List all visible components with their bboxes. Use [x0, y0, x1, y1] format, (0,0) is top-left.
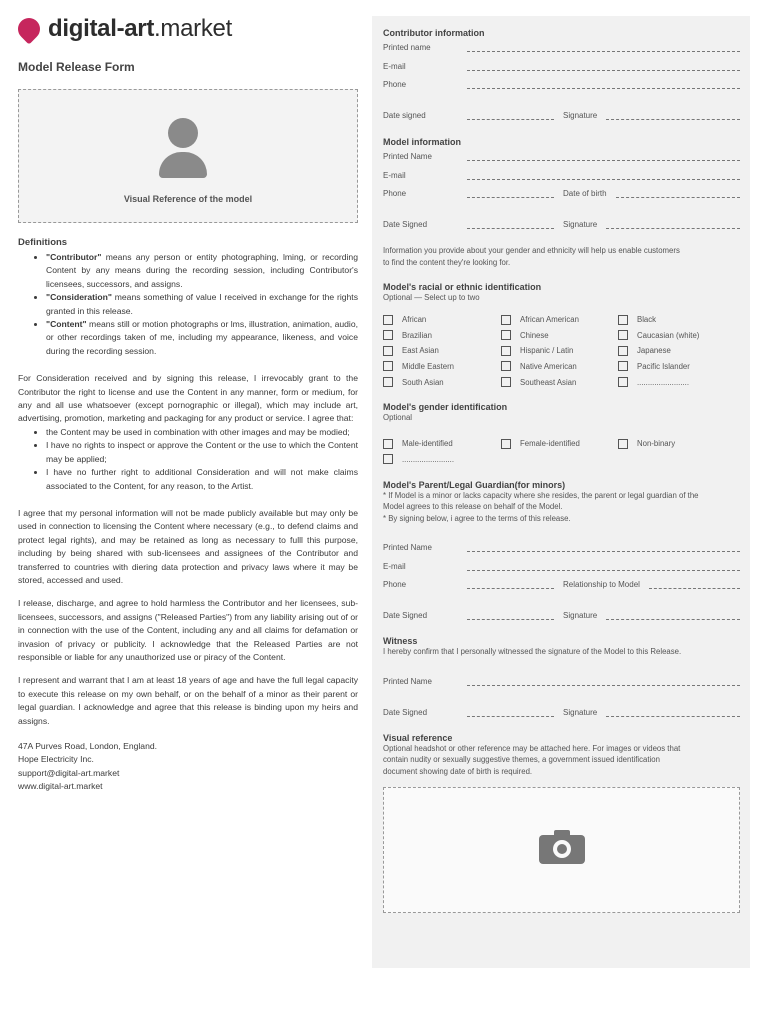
definitions-list — [18, 251, 358, 358]
racial-option[interactable]: Brazilian — [383, 329, 501, 341]
checkbox[interactable] — [618, 346, 628, 356]
racial-option[interactable]: South Asian — [383, 376, 501, 388]
page-title: Model Release Form — [18, 60, 135, 74]
racial-option[interactable]: Hispanic / Latin — [501, 345, 618, 357]
guardian-signature-field[interactable] — [606, 611, 740, 620]
model-signature-field[interactable] — [606, 220, 740, 229]
model-email-field[interactable] — [467, 171, 740, 180]
info-note: Information you provide about your gender and ethnicity will help us enable customers to find the content they're looking for. — [383, 246, 680, 267]
witness-signature-field[interactable] — [606, 708, 740, 717]
checkbox[interactable] — [618, 330, 628, 340]
checkbox[interactable] — [501, 439, 511, 449]
checkbox[interactable] — [618, 361, 628, 371]
racial-option[interactable]: Middle Eastern — [383, 360, 501, 372]
guardian-date-field[interactable] — [467, 611, 554, 620]
model-email-label: E-mail — [383, 170, 406, 180]
racial-option[interactable]: African American — [501, 314, 618, 326]
witness-name-field[interactable] — [467, 677, 740, 686]
model-date-label: Date Signed — [383, 220, 428, 229]
racial-option[interactable]: Southeast Asian — [501, 376, 618, 388]
model-dob-label: Date of birth — [563, 189, 607, 198]
checkbox[interactable] — [501, 377, 511, 387]
definitions-heading: Definitions — [18, 237, 68, 248]
support-email-link[interactable]: support@digital-art.market — [18, 767, 120, 778]
checkbox[interactable] — [383, 439, 393, 449]
gender-heading: Model's gender identification — [383, 402, 508, 413]
guardian-name-field[interactable] — [467, 543, 740, 552]
racial-option[interactable]: African — [383, 314, 501, 326]
checkbox[interactable] — [383, 346, 393, 356]
agreement-item: • I have no further right to additional Consideration and will not make claims associated to the Content, for any reason, to the Artist. — [46, 466, 358, 493]
witness-heading: Witness — [383, 636, 418, 647]
witness-signature-label: Signature — [563, 707, 598, 717]
agreement-item: • the Content may be used in combination with other images and may be modied; — [46, 426, 358, 439]
gender-option[interactable]: Non-binary — [618, 438, 738, 450]
racial-options — [383, 314, 740, 389]
model-name-field[interactable] — [467, 152, 740, 161]
witness-note: I hereby confirm that I personally witnessed the signature of the Model to this Release. — [383, 647, 682, 657]
checkbox[interactable] — [383, 454, 393, 464]
guardian-phone-field[interactable] — [467, 580, 554, 589]
checkbox[interactable] — [501, 315, 511, 325]
racial-option[interactable]: Chinese — [501, 329, 618, 341]
contributor-phone-field[interactable] — [467, 80, 740, 89]
checkbox[interactable] — [501, 330, 511, 340]
form-panel — [372, 16, 750, 968]
guardian-signature-label: Signature — [563, 611, 598, 621]
guardian-name-label: Printed Name — [383, 543, 432, 553]
racial-option[interactable]: Pacific Islander — [618, 360, 738, 372]
checkbox[interactable] — [383, 315, 393, 325]
gender-option[interactable]: Female-identified — [501, 438, 618, 450]
guardian-consent-note: * By signing below, i agree to the terms of this release. — [383, 513, 571, 523]
brand-logo[interactable] — [18, 14, 358, 44]
model-visual-reference-box[interactable] — [18, 89, 358, 223]
gender-subheading: Optional — [383, 413, 413, 423]
checkbox[interactable] — [501, 346, 511, 356]
checkbox[interactable] — [618, 315, 628, 325]
definition-item: • "Consideration" means something of value I received in exchange for the rights granted in this release. — [46, 291, 358, 318]
witness-date-field[interactable] — [467, 708, 554, 717]
photo-upload-area[interactable] — [383, 787, 740, 913]
guardian-phone-label: Phone — [383, 580, 407, 590]
racial-option[interactable]: East Asian — [383, 345, 501, 357]
racial-option[interactable]: Native American — [501, 360, 618, 372]
witness-name-label: Printed Name — [383, 676, 432, 686]
racial-heading: Model's racial or ethnic identification — [383, 282, 542, 292]
warrant-paragraph: I represent and warrant that I am at least 18 years of age and have the full legal capacity to execute this release on my own behalf, or on the behalf of a minor as their parent or legal guardian. I acknowledge and agree that this release is binding upon my heirs and assigns. — [18, 675, 358, 726]
contributor-name-field[interactable] — [467, 43, 740, 52]
guardian-email-label: E-mail — [383, 561, 406, 571]
contributor-date-label: Date signed — [383, 111, 426, 120]
racial-option[interactable]: Black — [618, 314, 738, 326]
contributor-email-field[interactable] — [467, 62, 740, 71]
guardian-date-label: Date Signed — [383, 611, 428, 621]
racial-option[interactable]: Japanese — [618, 345, 738, 357]
model-phone-field[interactable] — [467, 189, 554, 198]
visual-reference-note: Optional headshot or other reference may be attached here. For images or videos that contain nudity or sexually suggestive themes, a government issued identification document showing date of birth is required. — [383, 743, 681, 776]
model-dob-field[interactable] — [616, 189, 740, 198]
gender-option-other[interactable]: ........................ — [383, 453, 501, 465]
contributor-email-label: E-mail — [383, 61, 406, 71]
checkbox[interactable] — [383, 330, 393, 340]
left-column — [18, 14, 358, 794]
visual-reference-caption: Visual Reference of the model — [123, 194, 253, 204]
privacy-paragraph: I agree that my personal information will not be made publicly available but may only be used in connection to licensing the Content where necessary (e.g., to defend claims and protect legal rights), and may be retained as long as necessary to fulll this purpose, including by being shared with sub-licensees and assignees of the Contributor and transferred to countries with diering data protection and privacy laws where it may be stored, accessed and used. — [18, 507, 358, 585]
agreement-item: • I have no rights to inspect or approve the Content or the use to which the Content may be applied; — [46, 439, 358, 466]
checkbox[interactable] — [618, 439, 628, 449]
contributor-date-field[interactable] — [467, 111, 554, 120]
logo-text: digital-art.market — [48, 15, 232, 42]
model-name-label: Printed Name — [383, 152, 432, 161]
definition-item: • "Content" means still or motion photographs or lms, illustration, animation, audio, or other recordings taken of me, including my appearance, likeness, and voice during the recording session. — [46, 318, 358, 358]
contributor-phone-label: Phone — [383, 80, 407, 89]
camera-icon — [539, 830, 585, 864]
guardian-heading: Model's Parent/Legal Guardian(for minors) — [383, 479, 566, 490]
model-heading: Model information — [383, 137, 461, 147]
witness-date-label: Date Signed — [383, 707, 428, 717]
website-link[interactable]: www.digital-art.market — [18, 781, 103, 792]
consideration-paragraph: For Consideration received and by signing this release, I irrevocably grant to the Contributor the right to license and use the Content in any manner, form or medium, for any and all use whatsoever (except pornographic or illegal), which may include art, advertising, promotion, marketing and packaging for any product or service. I agree that: — [18, 373, 358, 424]
contributor-signature-field[interactable] — [606, 111, 740, 120]
contributor-heading: Contributor information — [383, 28, 485, 38]
checkbox[interactable] — [501, 361, 511, 371]
checkbox[interactable] — [383, 377, 393, 387]
gender-options — [383, 438, 740, 466]
visual-reference-heading: Visual reference — [383, 732, 453, 743]
racial-option-other[interactable]: ........................ — [618, 376, 738, 388]
model-date-field[interactable] — [467, 220, 554, 229]
guardian-relationship-label: Relationship to Model — [563, 580, 640, 590]
address-line: 47A Purves Road, London, England. — [18, 741, 158, 751]
person-placeholder-icon — [159, 118, 207, 182]
guardian-relationship-field[interactable] — [649, 580, 740, 589]
guardian-note: * If Model is a minor or lacks capacity where she resides, the parent or legal guardian of the Model agrees to this release on behalf of the Model. — [383, 490, 699, 512]
definition-item: • "Contributor" means any person or entity photographing, lming, or recording Content by any means during the recording session, including Contributor's licensees, successors, and assigns. — [46, 251, 358, 291]
checkbox[interactable] — [383, 361, 393, 371]
contributor-name-label: Printed name — [383, 43, 431, 52]
release-paragraph: I release, discharge, and agree to hold harmless the Contributor and her licensees, sub-licensees, successors, and assigns ("Released Parties") from any liability arising out of or in connection with the use of the Content, including any and all claims for defamation or invasion of privacy or publicity. I acknowledge that the Released Parties are not responsible or liable for any unauthorized use or piracy of the Content. — [18, 598, 358, 662]
company-address — [18, 740, 358, 794]
gender-option[interactable]: Male-identified — [383, 438, 501, 450]
guardian-email-field[interactable] — [467, 562, 740, 571]
logo-mark-icon — [13, 13, 44, 44]
contributor-signature-label: Signature — [563, 111, 598, 120]
model-signature-label: Signature — [563, 220, 598, 229]
model-phone-label: Phone — [383, 189, 407, 198]
checkbox[interactable] — [618, 377, 628, 387]
company-name: Hope Electricity Inc. — [18, 754, 94, 765]
agreement-list — [18, 426, 358, 493]
racial-option[interactable]: Caucasian (white) — [618, 329, 738, 341]
racial-subheading: Optional — Select up to two — [383, 293, 480, 302]
